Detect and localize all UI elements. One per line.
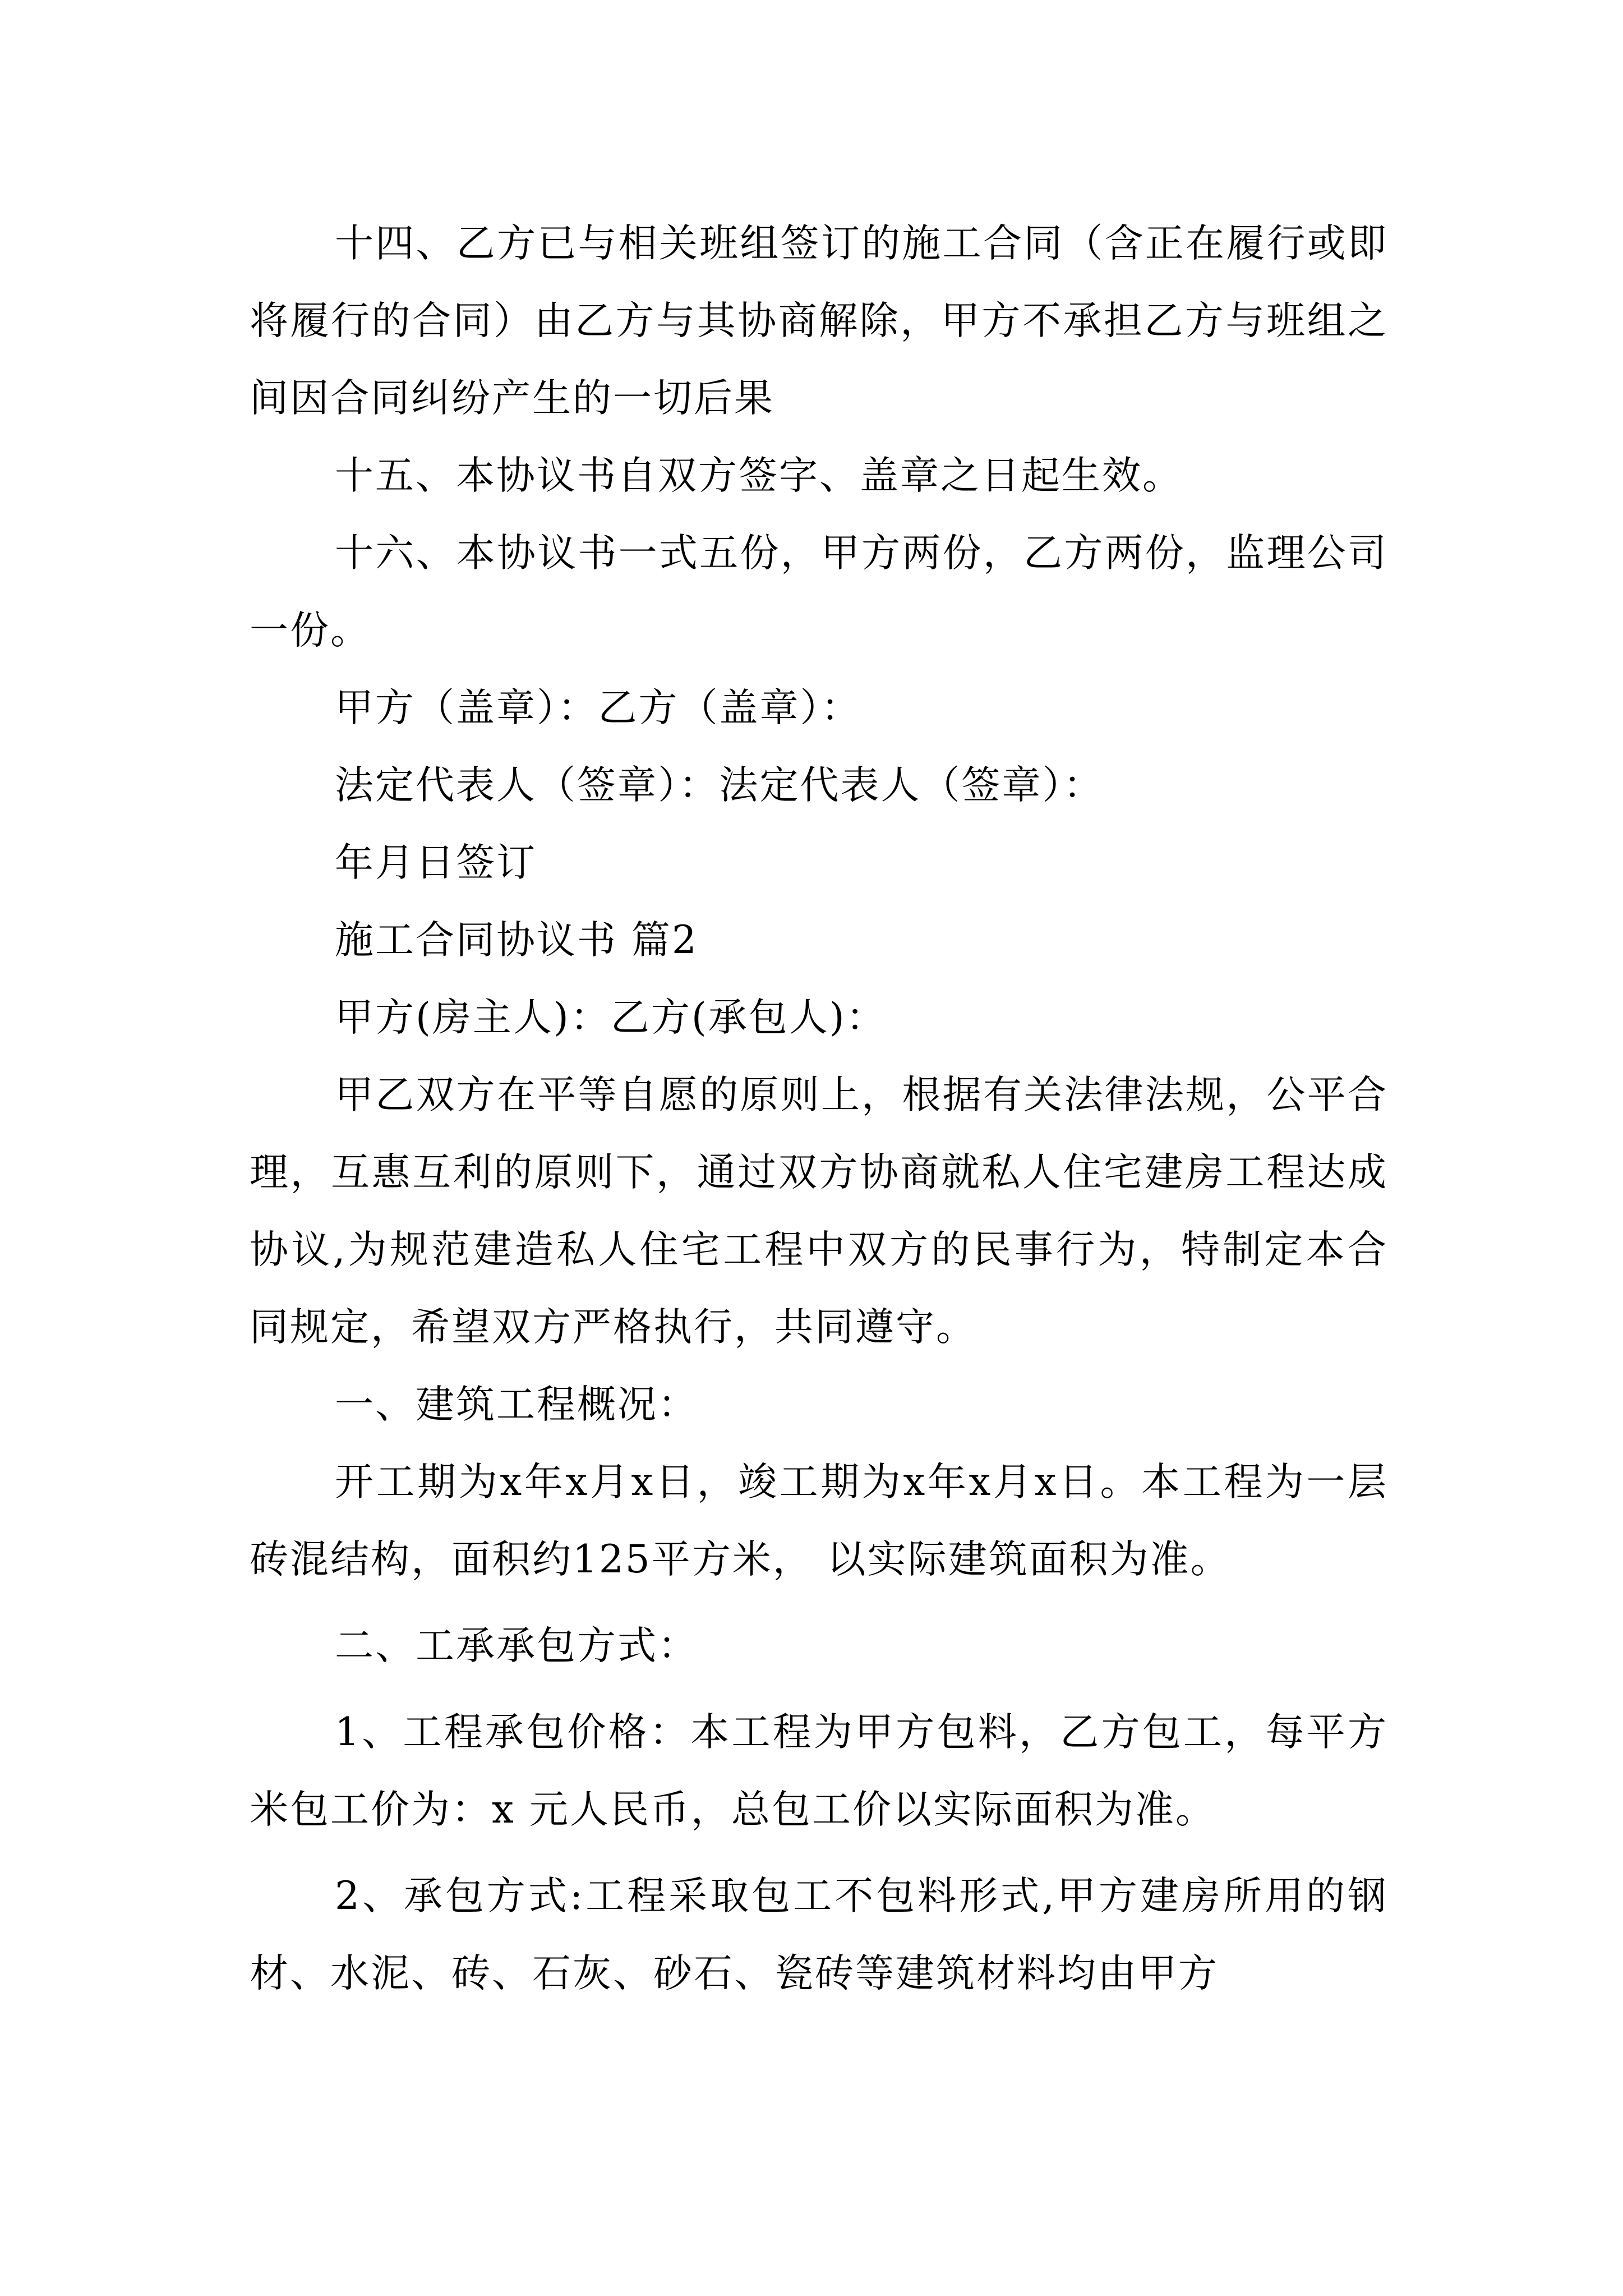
- paragraph-parties: 甲方(房主人)：乙方(承包人)：: [335, 995, 887, 1040]
- document-body: [250, 205, 1388, 2012]
- paragraph-contract-price: 1、工程承包价格：本工程为甲方包料，乙方包工，每平方米包工价为：x 元人民币，总包工价以实际面积为准。: [250, 1710, 1388, 1832]
- heading-contract-method: 二、工承承包方式：: [335, 1623, 698, 1668]
- paragraph-project-overview: 开工期为x年x月x日，竣工期为x年x月x日。本工程为一层砖混结构，面积约125平方米， 以实际建筑面积为准。: [250, 1460, 1388, 1582]
- paragraph-party-seals: 甲方（盖章）：乙方（盖章）：: [335, 685, 861, 730]
- section-heading-contract-2: 施工合同协议书 篇2: [335, 918, 698, 963]
- paragraph-clause-16: 十六、本协议书一式五份，甲方两份，乙方两份，监理公司一份。: [250, 531, 1388, 653]
- paragraph-signing-date: 年月日签订: [335, 840, 537, 885]
- heading-project-overview: 一、建筑工程概况：: [335, 1382, 698, 1427]
- paragraph-legal-representatives: 法定代表人（签章）：法定代表人（签章）：: [335, 763, 1104, 808]
- paragraph-preamble: 甲乙双方在平等自愿的原则上，根据有关法律法规，公平合理，互惠互利的原则下，通过双方协商就私人住宅建房工程达成协议,为规范建造私人住宅工程中双方的民事行为，特制定本合同规定，希望双方严格执行，共同遵守。: [250, 1073, 1388, 1350]
- paragraph-contract-method: 2、承包方式:工程采取包工不包料形式,甲方建房所用的钢材、水泥、砖、石灰、砂石、瓷砖等建筑材料均由甲方: [250, 1874, 1388, 1996]
- paragraph-clause-15: 十五、本协议书自双方签字、盖章之日起生效。: [335, 453, 1183, 498]
- paragraph-clause-14: 十四、乙方已与相关班组签订的施工合同（含正在履行或即将履行的合同）由乙方与其协商解除，甲方不承担乙方与班组之间因合同纠纷产生的一切后果: [250, 221, 1388, 421]
